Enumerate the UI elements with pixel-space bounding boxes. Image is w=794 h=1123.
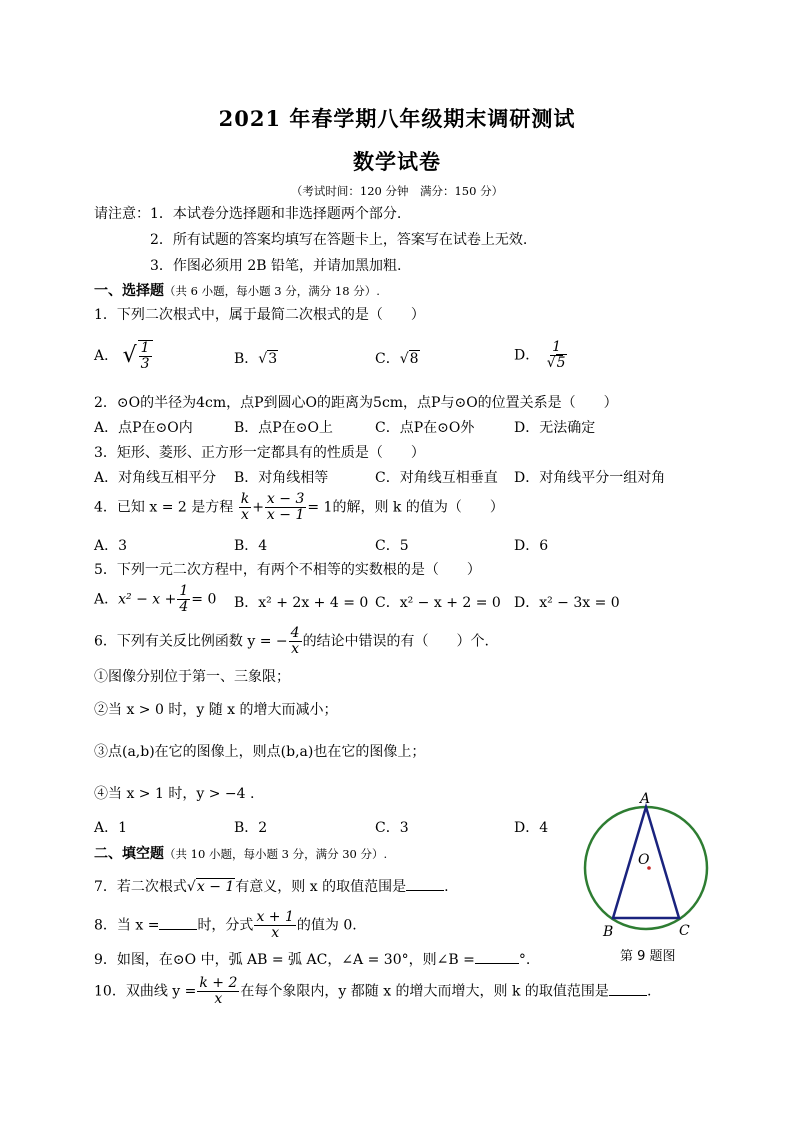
expression: x² − x + [118, 591, 177, 608]
stem-text: 时，分式 [197, 917, 254, 934]
answer-blank[interactable] [609, 995, 647, 996]
q1-option-b: B．√3 [234, 351, 278, 367]
numerator: k [240, 491, 250, 507]
question-stem: 7．若二次根式√x − 1有意义，则 x 的取值范围是 . [94, 879, 449, 895]
radicand: 3 [268, 351, 278, 367]
numerator: x − 3 [266, 491, 305, 507]
q4-option-a: A．3 [94, 538, 128, 554]
question-stem [94, 976, 651, 1007]
option-letter: D． [514, 347, 540, 364]
numerator: 1 [140, 340, 150, 356]
notice-item: 3．作图必须用 2B 铅笔，并请加黑加粗. [150, 258, 402, 274]
stem-text: °. [518, 952, 531, 968]
page-subtitle: 数学试卷 [353, 149, 441, 174]
radicand: 8 [409, 351, 419, 367]
section-heading [94, 845, 387, 863]
q3-option-b: B．对角线相等 [234, 470, 329, 486]
q6-option-c: C．3 [375, 820, 409, 836]
page-title: 2021 年春学期八年级期末调研测试 [218, 106, 576, 131]
q1-option-d [514, 340, 570, 371]
section-desc: （共 6 小题，每小题 3 分，满分 18 分）. [164, 284, 380, 298]
fraction [545, 340, 569, 371]
q5-option-b: B．x² + 2x + 4 = 0 [234, 595, 369, 611]
section-heading [94, 282, 380, 300]
denominator: √5 [546, 355, 566, 371]
stem-text: . [646, 983, 652, 1000]
denominator: x [214, 991, 223, 1007]
q5-option-c: C．x² − x + 2 = 0 [375, 595, 501, 611]
q6-option-a: A．1 [94, 820, 128, 836]
label-c: C [679, 923, 690, 939]
denominator: 3 [140, 356, 150, 372]
stem-text: 7．若二次根式 [94, 879, 187, 895]
plus-sign: + [252, 499, 264, 516]
section-title: 二、填空题 [94, 846, 164, 862]
q6-option-d: D．4 [514, 820, 549, 836]
exam-info: （考试时间：120 分钟 满分：150 分） [290, 184, 504, 198]
denominator: x [240, 507, 249, 523]
answer-blank[interactable] [406, 890, 444, 891]
q4-option-d: D．6 [514, 538, 549, 554]
option-letter: A． [94, 348, 119, 364]
equals-text: = 1 [307, 499, 333, 516]
notice-label: 请注意： [94, 206, 150, 222]
label-o: O [638, 852, 650, 868]
denominator: x [271, 925, 280, 941]
statement: ①图像分别位于第一、三象限； [94, 669, 290, 685]
q2-option-d: D．无法确定 [514, 420, 596, 436]
fraction [177, 584, 190, 615]
fraction [254, 910, 295, 941]
stem-text: 在每个象限内，y 都随 x 的增大而增大，则 k 的取值范围是 [240, 983, 609, 1000]
q3-option-a: A．对角线互相平分 [94, 470, 217, 486]
label-b: B [603, 924, 614, 940]
denominator: x − 1 [266, 507, 305, 523]
stem-text: . [444, 879, 449, 895]
fraction [138, 340, 153, 372]
q2-option-c: C．点P在⊙O外 [375, 420, 475, 436]
q2-option-a: A．点P在⊙O内 [94, 420, 193, 436]
stem-text: 的解，则 k 的值为（ ） [332, 499, 504, 516]
q1-option-c: C．√8 [375, 351, 419, 367]
expression: = 0 [191, 591, 217, 608]
circle-o [585, 807, 707, 929]
q2-option-b: B．点P在⊙O上 [234, 420, 333, 436]
sqrt-symbol: √ [122, 343, 137, 368]
numerator: 1 [179, 583, 189, 599]
numerator: k + 2 [199, 975, 238, 991]
denominator: x [291, 641, 300, 657]
stem-text: 有意义，则 x 的取值范围是 [235, 879, 407, 895]
answer-blank[interactable] [159, 929, 197, 930]
q4-option-c: C．5 [375, 538, 409, 554]
numerator: x + 1 [256, 909, 294, 925]
numerator: 1 [552, 339, 562, 355]
statement: ③点(a,b)在它的图像上，则点(b,a)也在它的图像上； [94, 744, 426, 760]
q5-option-a: A．x² − x + $\frac{1}{4}$ = 0 [94, 583, 217, 615]
q5-option-d: D．x² − 3x = 0 [514, 595, 620, 611]
question-stem: 2．⊙O的半径为4cm，点P到圆心O的距离为5cm，点P与⊙O的位置关系是（ ） [94, 395, 618, 411]
q3-option-c: C．对角线互相垂直 [375, 470, 498, 486]
stem-text: 的值为 0. [296, 917, 357, 934]
stem-text: 的结论中错误的有（ ）个. [302, 633, 490, 650]
question-stem: 3．矩形、菱形、正方形一定都具有的性质是（ ） [94, 445, 425, 461]
statement: ②当 x > 0 时，y 随 x 的增大而减小； [94, 702, 338, 718]
numerator: 4 [290, 625, 300, 641]
q1-option-a [94, 340, 154, 372]
q3-option-d: D．对角线平分一组对角 [514, 470, 666, 486]
stem-text: 10．双曲线 y = [94, 983, 197, 1000]
question-stem [94, 492, 504, 523]
question-stem [94, 626, 489, 657]
section-title: 一、选择题 [94, 283, 164, 299]
radicand: x − 1 [196, 879, 235, 895]
denominator: 4 [179, 599, 189, 615]
stem-text: 8．当 x = [94, 917, 160, 934]
answer-blank[interactable] [475, 963, 519, 964]
figure-q9 [580, 790, 720, 980]
radicand: 5 [556, 355, 566, 371]
stem-text: 6．下列有关反比例函数 y = − [94, 633, 288, 650]
question-stem: 5．下列一元二次方程中，有两个不相等的实数根的是（ ） [94, 562, 481, 578]
fraction [289, 626, 302, 657]
notice-item: 1．本试卷分选择题和非选择题两个部分. [150, 206, 402, 222]
fraction [265, 492, 306, 523]
q4-option-b: B．4 [234, 538, 268, 554]
stem-text: 9．如图，在⊙O 中，弧 AB = 弧 AC，∠A = 30°，则∠B = [94, 952, 475, 968]
section-desc: （共 10 小题，每小题 3 分，满分 30 分）. [164, 847, 388, 861]
fraction [197, 976, 239, 1007]
statement: ④当 x > 1 时，y > −4 . [94, 786, 255, 802]
question-stem: 1．下列二次根式中，属于最简二次根式的是（ ） [94, 307, 425, 323]
question-stem [94, 910, 357, 941]
label-a: A [640, 791, 651, 807]
q6-option-b: B．2 [234, 820, 268, 836]
fraction [239, 492, 251, 523]
option-letter: C． [375, 351, 400, 367]
stem-text: 4．已知 x = 2 是方程 [94, 499, 234, 516]
option-letter: B． [234, 351, 259, 367]
question-stem [94, 951, 530, 969]
figure-caption: 第 9 题图 [620, 949, 676, 964]
notice-item: 2．所有试题的答案均填写在答题卡上，答案写在试卷上无效. [150, 232, 528, 248]
